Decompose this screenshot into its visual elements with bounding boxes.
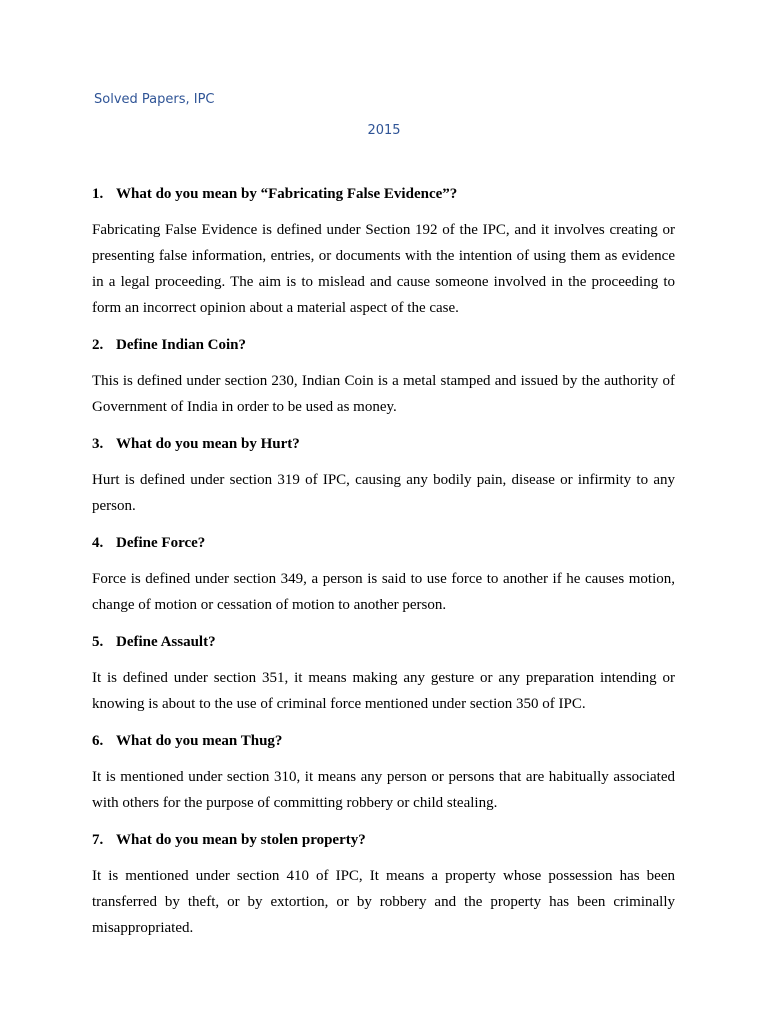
question-heading: [92, 434, 675, 454]
answer-paragraph: It is defined under section 351, it means making any gesture or any preparation intending or knowing is about to the use of criminal force mentioned under section 350 of IPC.: [92, 670, 675, 712]
document-header: Solved Papers, IPC: [94, 92, 215, 107]
answer-paragraph: This is defined under section 230, Indian Coin is a metal stamped and issued by the authority of Government of India in order to be used as money.: [92, 373, 675, 415]
question-text: Define Force?: [116, 535, 206, 551]
question-text: Define Assault?: [116, 634, 216, 650]
question-number: 5.: [92, 634, 104, 650]
question-text: What do you mean by “Fabricating False Evidence”?: [116, 186, 458, 202]
answer-paragraph: Hurt is defined under section 319 of IPC, causing any bodily pain, disease or infirmity to any person.: [92, 472, 675, 514]
question-number: 1.: [92, 186, 104, 202]
question-heading: [92, 184, 675, 204]
exam-year: 2015: [367, 123, 401, 138]
question-number: 3.: [92, 436, 104, 452]
question-number: 6.: [92, 733, 104, 749]
question-heading: [92, 533, 675, 553]
question-text: What do you mean Thug?: [116, 733, 283, 749]
question-number: 4.: [92, 535, 104, 551]
question-number: 2.: [92, 337, 104, 353]
question-text: What do you mean by Hurt?: [116, 436, 300, 452]
answer-paragraph: Fabricating False Evidence is defined under Section 192 of the IPC, and it involves creating or presenting false information, entries, or documents with the intention of using them as evidence in a legal proceeding. The aim is to mislead and cause someone involved in the proceeding to form an incorrect opinion about a material aspect of the case.: [92, 222, 675, 316]
question-number: 7.: [92, 832, 104, 848]
answer-paragraph: It is mentioned under section 310, it means any person or persons that are habitually associated with others for the purpose of committing robbery or child stealing.: [92, 769, 675, 811]
question-text: What do you mean by stolen property?: [116, 832, 366, 848]
answer-paragraph: Force is defined under section 349, a person is said to use force to another if he causes motion, change of motion or cessation of motion to another person.: [92, 571, 675, 613]
question-heading: [92, 731, 675, 751]
question-heading: [92, 335, 675, 355]
question-text: Define Indian Coin?: [116, 337, 247, 353]
question-heading: [92, 830, 675, 850]
answer-paragraph: It is mentioned under section 410 of IPC, It means a property whose possession has been transferred by theft, or by extortion, or by robbery and the property has been criminally misappropriated.: [92, 868, 675, 936]
qa-list: [92, 184, 675, 955]
question-heading: [92, 632, 675, 652]
